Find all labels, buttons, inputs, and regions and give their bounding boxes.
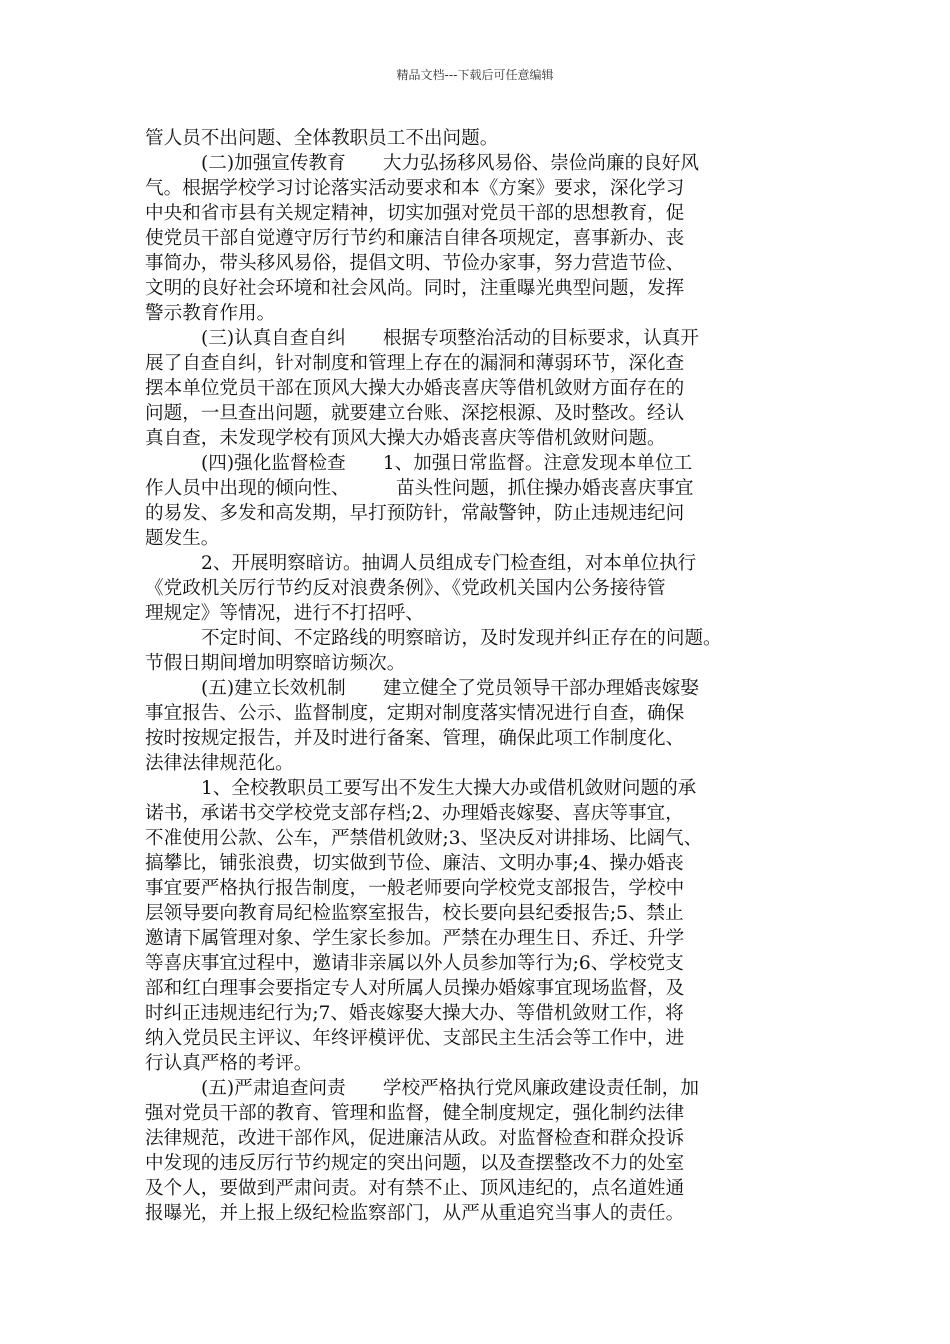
- text-line: 事简办，带头移风易俗，提倡文明、节俭办家事，努力营造节俭、: [145, 253, 685, 274]
- text-line: 及个人，要做到严肃问责。对有禁不止、顶风违纪的，点名道姓通: [145, 1178, 685, 1199]
- text-line: 部和红白理事会要指定专人对所属人员操办婚嫁事宜现场监督，及: [145, 978, 685, 999]
- text-line: 的易发、多发和高发期，早打预防针，常敲警钟，防止违规违纪问: [145, 503, 685, 524]
- text-line: 不定时间、不定路线的明察暗访，及时发现并纠正存在的问题。: [201, 628, 722, 649]
- text-line: 行认真严格的考评。: [145, 1053, 313, 1074]
- text-line: 按时按规定报告，并及时进行备案、管理，确保此项工作制度化、: [145, 728, 685, 749]
- text-line: 等喜庆事宜过程中，邀请非亲属以外人员参加等行为;6、学校党支: [145, 953, 684, 974]
- text-line: 事宜报告、公示、监督制度，定期对制度落实情况进行自查，确保: [145, 703, 685, 724]
- text-line: 展了自查自纠，针对制度和管理上存在的漏洞和薄弱环节，深化查: [145, 353, 685, 374]
- text-line: 真自查，未发现学校有顶风大操大办婚丧喜庆等借机敛财问题。: [145, 428, 666, 449]
- text-line: 气。根据学校学习讨论落实活动要求和本《方案》要求，深化学习: [145, 178, 685, 199]
- page-header: 精品文档---下载后可任意编辑: [396, 68, 554, 82]
- text-line: 作人员中出现的倾向性、 苗头性问题，抓住操办婚丧喜庆事宜: [145, 478, 694, 499]
- text-line: 中发现的违反厉行节约规定的突出问题，以及查摆整改不力的处室: [145, 1153, 685, 1174]
- text-line: 法律法律规范化。: [145, 753, 294, 774]
- text-line: 2、开展明察暗访。抽调人员组成专门检查组，对本单位执行: [201, 553, 697, 574]
- text-line: 时纠正违规违纪行为;7、婚丧嫁娶大操大办、等借机敛财工作，将: [145, 1003, 684, 1024]
- text-line: 1、全校教职员工要写出不发生大操大办或借机敛财问题的承: [201, 778, 697, 799]
- document-body: [145, 126, 811, 1226]
- text-line: (五)建立长效机制 建立健全了党员领导干部办理婚丧嫁娶: [201, 678, 699, 699]
- text-line: 事宜要严格执行报告制度，一般老师要向学校党支部报告，学校中: [145, 878, 685, 899]
- text-line: 文明的良好社会环境和社会风尚。同时，注重曝光典型问题，发挥: [145, 278, 685, 299]
- text-line: 《党政机关厉行节约反对浪费条例》、《党政机关国内公务接待管: [145, 578, 666, 599]
- text-line: (五)严肃追查问责 学校严格执行党风廉政建设责任制，加: [201, 1078, 699, 1099]
- text-line: 摆本单位党员干部在顶风大操大办婚丧喜庆等借机敛财方面存在的: [145, 378, 685, 399]
- text-line: 报曝光，并上报上级纪检监察部门，从严从重追究当事人的责任。: [145, 1203, 685, 1224]
- text-line: 节假日期间增加明察暗访频次。: [145, 653, 406, 674]
- text-line: (二)加强宣传教育 大力弘扬移风易俗、崇俭尚廉的良好风: [201, 153, 699, 174]
- text-line: 层领导要向教育局纪检监察室报告，校长要向县纪委报告;5、禁止: [145, 903, 684, 924]
- text-line: 中央和省市县有关规定精神，切实加强对党员干部的思想教育，促: [145, 203, 685, 224]
- text-line: 强对党员干部的教育、管理和监督，健全制度规定，强化制约法律: [145, 1103, 685, 1124]
- text-line: 搞攀比，铺张浪费，切实做到节俭、廉洁、文明办事;4、操办婚丧: [145, 853, 684, 874]
- text-line: 理规定》等情况，进行不打招呼、: [145, 603, 424, 624]
- text-line: 诺书，承诺书交学校党支部存档;2、办理婚丧嫁娶、喜庆等事宜，: [145, 803, 684, 824]
- text-line: 法律规范，改进干部作风，促进廉洁从政。对监督检查和群众投诉: [145, 1128, 685, 1149]
- text-line: (四)强化监督检查 1、加强日常监督。注意发现本单位工: [201, 453, 693, 474]
- text-line: 使党员干部自觉遵守厉行节约和廉洁自律各项规定，喜事新办、丧: [145, 228, 685, 249]
- text-line: 警示教育作用。: [145, 303, 276, 324]
- text-line: 不准使用公款、公车，严禁借机敛财;3、坚决反对讲排场、比阔气、: [145, 828, 703, 849]
- text-line: 问题，一旦查出问题，就要建立台账、深挖根源、及时整改。经认: [145, 403, 685, 424]
- text-line: 邀请下属管理对象、学生家长参加。严禁在办理生日、乔迁、升学: [145, 928, 685, 949]
- text-line: 管人员不出问题、全体教职员工不出问题。: [145, 128, 499, 149]
- text-line: (三)认真自查自纠 根据专项整治活动的目标要求，认真开: [201, 328, 699, 349]
- text-line: 题发生。: [145, 528, 220, 549]
- text-line: 纳入党员民主评议、年终评模评优、支部民主生活会等工作中，进: [145, 1028, 685, 1049]
